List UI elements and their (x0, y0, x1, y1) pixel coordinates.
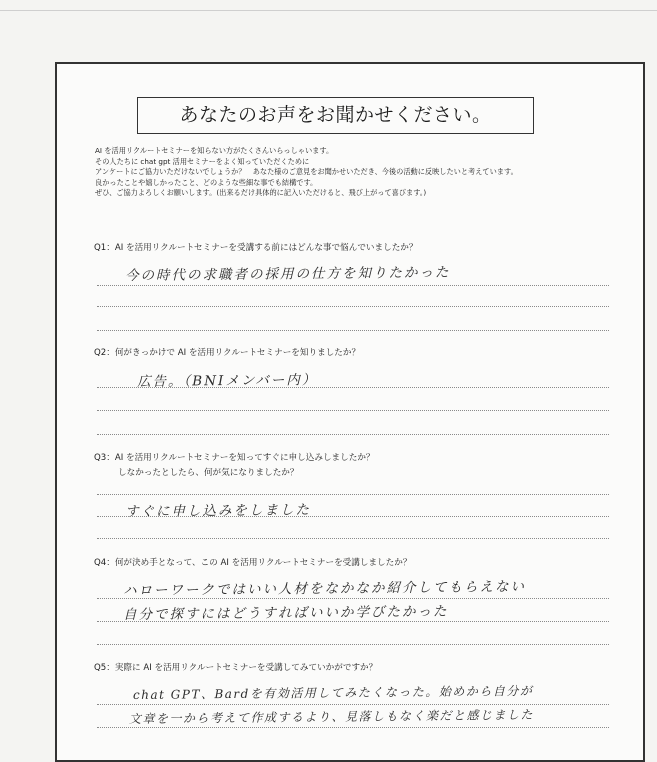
answer-rule (97, 410, 609, 411)
answer-4-line-2[interactable]: 自分で探すにはどうすればいいか学びたかった (122, 603, 449, 623)
answer-rule (97, 538, 609, 539)
answer-5-line-2[interactable]: 文章を一から考えて作成するより、見落しもなく楽だと感じました (128, 707, 535, 726)
answer-rule (97, 387, 609, 388)
answer-4-line-1[interactable]: ハローワークではいい人材をなかなか紹介してもらえない (122, 578, 527, 599)
intro-line: AI を活用リクルートセミナーを知らない方がたくさんいらっしゃいます。 (95, 146, 334, 155)
question-3-label: Q3：AI を活用リクルートセミナーを知ってすぐに申し込みしましたか？ (94, 453, 375, 463)
intro-line: 良かったことや嬉しかったこと、どのような些細な事でも結構です。 (95, 177, 318, 187)
answer-rule (97, 330, 609, 331)
intro-text (95, 146, 635, 199)
question-5-label: Q5：実際に AI を活用リクルートセミナーを受講してみていかがですか？ (94, 663, 378, 673)
answer-rule (97, 727, 609, 728)
answer-1-line-1[interactable]: 今の時代の求職者の採用の仕方を知りたかった (124, 264, 451, 284)
intro-line: その人たちに chat gpt 活用セミナーをよく知っていただくために (95, 156, 310, 166)
survey-sheet (55, 62, 645, 762)
answer-2-line-1[interactable]: 広告。（BNIメンバー内） (136, 372, 318, 390)
answer-rule (97, 516, 609, 517)
answer-3-line-1[interactable]: すぐに申し込みをしました (124, 502, 312, 520)
survey-title: あなたのお声をお聞かせください。 (137, 97, 534, 134)
answer-rule (97, 644, 609, 645)
question-2-label: Q2：何がきっかけで AI を活用リクルートセミナーを知りましたか？ (94, 348, 361, 358)
answer-rule (97, 494, 609, 495)
question-4-label: Q4：何が決め手となって、この AI を活用リクルートセミナーを受講しましたか？ (94, 558, 412, 568)
question-3-sub-label: しなかったとしたら、何が気になりましたか？ (118, 468, 299, 478)
scan-top-edge (0, 10, 657, 11)
intro-line: ぜひ、ご協力よろしくお願いします。(出来るだけ具体的に記入いただけると、飛び上がって喜びます。) (95, 188, 427, 197)
answer-rule (97, 285, 609, 286)
answer-rule (97, 621, 609, 622)
answer-rule (97, 434, 609, 435)
intro-line: アンケートにご協力いただけないでしょうか？ あなた様のご意見をお聞かせいただき、今後の活動に反映したいと考えています。 (95, 167, 518, 176)
question-1-label: Q1：AI を活用リクルートセミナーを受講する前にはどんな事で悩んでいましたか？ (94, 243, 418, 253)
answer-rule (97, 598, 609, 599)
answer-rule (97, 306, 609, 307)
answer-5-line-1[interactable]: chat GPT、Bardを有効活用してみたくなった。始めから自分が (132, 683, 534, 702)
